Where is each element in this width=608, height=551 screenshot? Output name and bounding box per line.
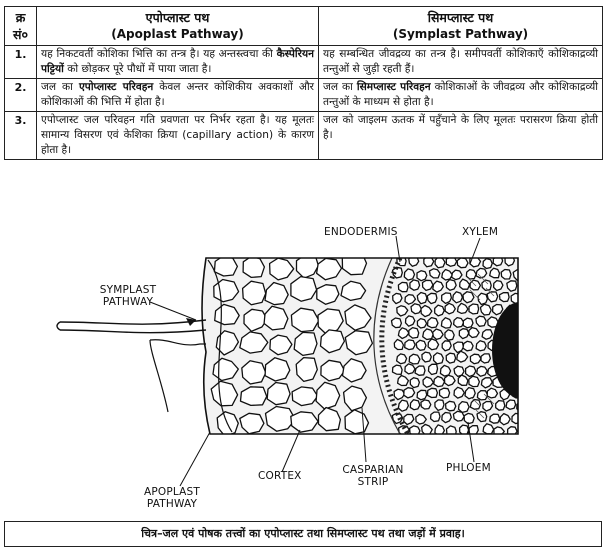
cell-text: जल को जाइलम ऊतक में पहुँचाने के लिए मूलतः परासरण क्रिया होती है। <box>323 114 598 141</box>
table-header-row <box>5 7 603 46</box>
cortex-cell <box>241 387 267 406</box>
root-hair-lower <box>60 330 206 333</box>
stele-cell <box>406 316 415 326</box>
stele-cell <box>415 366 425 375</box>
row-number: 1. <box>5 46 37 79</box>
stele-cell <box>477 366 487 376</box>
stele-cell <box>446 353 455 363</box>
stele-cell <box>481 354 490 363</box>
cell-text: जल का <box>41 81 79 93</box>
stele-cell <box>464 413 474 423</box>
stele-cell <box>393 293 402 303</box>
cortex-cell <box>342 252 366 275</box>
stele-cell <box>483 424 494 434</box>
casparian-strip-label <box>338 464 408 488</box>
stele-cell <box>518 351 528 362</box>
apoplast-header-hi: एपोप्लास्ट पथ <box>145 10 210 25</box>
symplast-header-en: (Symplast Pathway) <box>392 27 529 41</box>
cell-bold-text: एपोप्लास्ट परिवहन <box>78 81 154 93</box>
root-hair-2 <box>150 340 206 345</box>
cell-text: कोशिकाओं के जीवद्रव्य और कोशिकाद्रव्यी तन्तुओं के माध्यम से होता है। <box>323 81 598 108</box>
cell-bold-text: कैस्पेरियन पट्टियों <box>41 48 314 75</box>
stele-cell <box>423 329 434 340</box>
stele-cell <box>417 293 427 304</box>
stele-cell <box>518 328 528 339</box>
phloem-label: PHLOEM <box>446 462 491 474</box>
stele-cell <box>398 400 408 411</box>
stele-cell <box>518 425 528 435</box>
cortex-cell <box>296 358 317 382</box>
stele-cell <box>416 340 426 350</box>
stele-cell <box>428 318 439 328</box>
cell-text: जल का <box>323 81 357 93</box>
cell-text: यह निकटवर्ती कोशिका भित्ति का तन्त्र है। यह अन्तस्त्वचा की <box>41 48 277 60</box>
stele-cell <box>417 319 426 328</box>
stele-cell <box>440 365 450 376</box>
cell-text: को छोड़कर पूरे पौधों में पाया जाता है। <box>63 63 212 75</box>
root-hair-2-stem <box>150 340 168 412</box>
stele-cell <box>476 341 486 351</box>
stele-cell <box>405 340 415 350</box>
cell-bold-text: सिमप्लास्ट परिवहन <box>356 81 431 93</box>
stele-cell <box>476 268 487 278</box>
stele-cell <box>435 400 444 411</box>
table-row <box>5 112 603 160</box>
stele-cell <box>519 258 529 268</box>
stele-cell <box>430 269 440 278</box>
stele-cell <box>411 304 422 314</box>
stele-cell <box>466 366 476 377</box>
root-hair-tip <box>57 322 60 330</box>
xylem-label: XYLEM <box>462 226 499 238</box>
root-hair-upper <box>60 320 206 324</box>
stele-cell <box>410 280 420 290</box>
cell-text: एपोप्लास्ट जल परिवहन गति प्रवणता पर निर्भर रहता है। यह मूलतः सामान्य विसरण एवं केशिका क्रिया (capillary action) के कारण होता है। <box>41 114 314 156</box>
apoplast-pathway-label <box>130 486 214 510</box>
stele-cell <box>508 427 517 437</box>
stele-cell <box>442 341 451 351</box>
serial-header-hi: क्र <box>15 10 26 25</box>
stele-cell <box>494 281 503 291</box>
stele-cell <box>410 400 420 410</box>
stele-cell <box>463 318 473 328</box>
stele-cell <box>519 280 530 290</box>
stele-cell <box>435 305 445 316</box>
stele-cell <box>463 292 474 303</box>
stele-cell <box>434 353 444 364</box>
symplast-pathway-label <box>88 284 168 308</box>
root-cross-section-figure <box>0 222 608 522</box>
apoplast-cell <box>37 112 319 160</box>
stele-cell <box>410 378 419 388</box>
stele-cell <box>446 401 456 411</box>
stele-cell <box>477 391 487 400</box>
stele-cell <box>442 293 452 304</box>
apoplast-cell <box>37 46 319 79</box>
tissue-region <box>200 252 548 443</box>
stele-cell <box>480 304 491 315</box>
stele-cell <box>454 318 464 328</box>
stele-cell <box>422 352 431 362</box>
stele-cell <box>500 293 510 302</box>
symplast-header <box>319 7 603 46</box>
symplast-label-line1: SYMPLAST <box>99 284 157 296</box>
stele-cell <box>465 388 475 399</box>
casparian-label-line1: CASPARIAN <box>342 464 404 476</box>
comparison-table <box>4 6 603 160</box>
stele-cell <box>398 282 408 291</box>
stele-cell <box>459 402 470 413</box>
stele-cell <box>453 292 463 303</box>
stele-cell <box>496 401 505 411</box>
cortex-label: CORTEX <box>258 470 302 482</box>
stele-cell <box>397 354 407 364</box>
symplast-cell <box>319 112 603 160</box>
symplast-label-line2: PATHWAY <box>102 296 154 308</box>
apoplast-cell <box>37 79 319 112</box>
cell-text: यह सम्बन्धित जीवद्रव्य का तन्त्र है। समीपवर्ती कोशिकाएँ कोशिकाद्रव्यी तन्तुओं से जुड़ी रहती हैं। <box>323 48 598 75</box>
stele-cell <box>463 341 473 351</box>
stele-cell <box>490 414 500 423</box>
apoplast-label-line1: APOPLAST <box>143 486 201 498</box>
stele-cell <box>457 258 468 268</box>
stele-cell <box>501 270 511 280</box>
root-diagram <box>0 222 608 522</box>
table-row <box>5 79 603 112</box>
row-number: 2. <box>5 79 37 112</box>
stele-cell <box>442 413 452 423</box>
stele-cell <box>417 271 427 281</box>
row-number: 3. <box>5 112 37 160</box>
symplast-header-hi: सिमप्लास्ट पथ <box>427 10 494 25</box>
stele-cell <box>404 269 414 280</box>
stele-cell <box>409 354 420 364</box>
cell-text: केवल अन्तर कोशिकीय अवकाशों और कोशिकाओं की भित्ति में होता है। <box>41 81 314 108</box>
stele-cell <box>453 411 464 421</box>
stele-cell <box>431 412 440 421</box>
stele-cell <box>466 270 476 279</box>
stele-cell <box>392 318 402 328</box>
table-row <box>5 46 603 79</box>
stele-cell <box>428 388 438 397</box>
serial-header-lo: सं० <box>13 27 28 42</box>
stele-cell <box>506 400 515 409</box>
casparian-label-line2: STRIP <box>357 476 389 488</box>
apoplast-label-line2: PATHWAY <box>146 498 198 510</box>
stele-cell <box>483 259 492 269</box>
stele-cell <box>445 330 454 340</box>
stele-cell <box>447 426 457 437</box>
stele-cell <box>459 329 469 339</box>
xylem-vessel <box>492 302 548 398</box>
stele-cell <box>476 316 486 326</box>
stele-cell <box>487 388 497 398</box>
serial-header <box>5 7 37 46</box>
endodermis-label: ENDODERMIS <box>324 226 398 238</box>
stele-cell <box>469 304 479 314</box>
stele-cell <box>512 413 522 423</box>
stele-cell <box>519 304 530 314</box>
apoplast-header <box>37 7 319 46</box>
cortex-cell <box>243 281 266 305</box>
stele-cell <box>446 280 456 291</box>
stele-cell <box>511 293 521 303</box>
stele-cell <box>469 376 480 386</box>
stele-cell <box>405 364 415 374</box>
stele-cell <box>393 365 403 374</box>
stele-cell <box>417 390 427 400</box>
stele-cell <box>440 388 450 398</box>
stele-cell <box>429 364 438 374</box>
apoplast-header-en: (Apoplast Pathway) <box>111 27 244 41</box>
symplast-cell <box>319 79 603 112</box>
symplast-cell <box>319 46 603 79</box>
stele-cell <box>421 400 431 409</box>
figure-caption: चित्र–जल एवं पोषक तत्त्वों का एपोप्लास्ट तथा सिमप्लास्ट पथ तथा जड़ों में प्रवाह। <box>4 521 602 547</box>
stele-cell <box>427 293 437 303</box>
stele-cell <box>409 328 419 339</box>
